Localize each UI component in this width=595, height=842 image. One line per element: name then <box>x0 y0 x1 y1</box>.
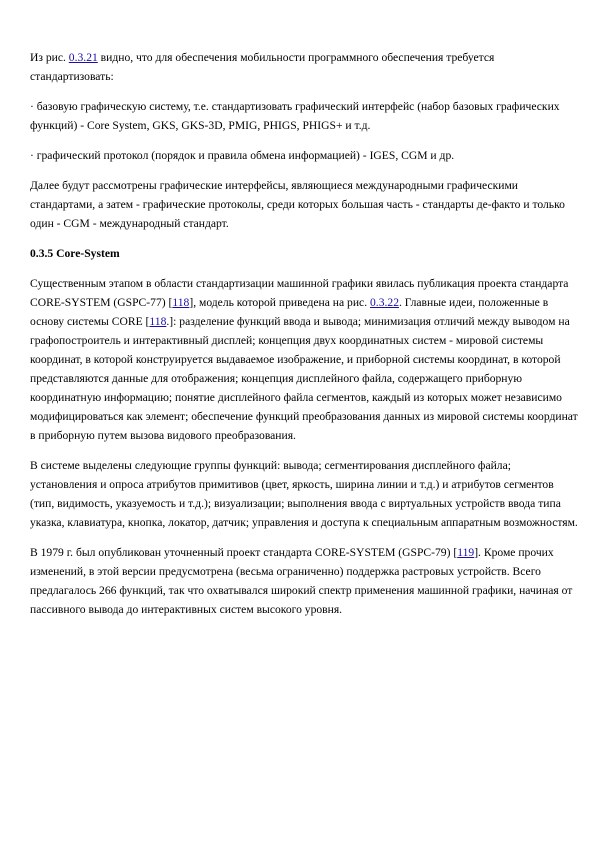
intro-text-end: видно, что для обеспечения мобильности программного обеспечения требуется стандартизовать: <box>30 51 495 83</box>
overview-paragraph: Далее будут рассмотрены графические интерфейсы, являющиеся международными графическими стандартами, а затем - графические протоколы, среди которых большая часть - стандарты де-факто и только один - CGM - международный стандарт. <box>30 179 565 230</box>
gspc79-text-2: ]. Кроме прочих изменений, в этой версии предусмотрена (весьма ограниченно) поддержка растровых устройств. Всего предлагалось 266 функций, так что охватывался широкий спектр применения машинной графики, начиная от пассивного вывода до интерактивных систем высокого уровня. <box>30 546 573 616</box>
gspc79-text-1: В 1979 г. был опубликован уточненный проект стандарта CORE-SYSTEM (GSPC-79) [ <box>30 546 458 559</box>
reference-link-118[interactable]: 118 <box>172 296 190 309</box>
bullet-item-graphics-system: · базовую графическую систему, т.е. стандартизовать графический интерфейс (набор базовых графических функций) - Core System, GKS, GKS-3D, PMIG, PHIGS, PHIGS+ и т.д. <box>30 100 560 132</box>
bullet-item-graphics-protocol: · графический протокол (порядок и правила обмена информацией) - IGES, CGM и др. <box>30 149 455 162</box>
core-system-paragraph <box>30 274 578 445</box>
reference-link-119[interactable]: 119 <box>457 546 475 559</box>
core-text-2: ], модель которой приведена на рис. <box>189 296 370 309</box>
figure-link-0-3-21[interactable]: 0.3.21 <box>68 51 98 64</box>
function-groups-paragraph: В системе выделены следующие группы функций: вывода; сегментирования дисплейного файла; установления и опроса атрибутов примитивов (цвет, яркость, ширина линии и т.д.) и атрибутов сегментов (тип, видимость, указуемость и т.д.); визуализации; выполнения ввода с виртуальных устройств ввода типа указка, клавиатура, кнопка, локатор, датчик; управления и доступа к специальным аппаратным возможностям. <box>30 459 578 529</box>
document-page <box>30 48 578 630</box>
core-text-3: . Главные идеи, положенные в основу системы CORE [ <box>30 296 549 328</box>
gspc79-paragraph <box>30 543 578 619</box>
core-text-1: Существенным этапом в области стандартизации машинной графики явилась публикация проекта стандарта CORE-SYSTEM (GSPC-77) [ <box>30 277 569 309</box>
intro-text-start: Из рис. <box>30 51 69 64</box>
section-heading: 0.3.5 Core-System <box>30 247 120 260</box>
intro-paragraph <box>30 48 578 86</box>
core-text-4: .]: разделение функций ввода и вывода; минимизация отличий между выводом на графопостроитель и интерактивный дисплей; концепция двух координатных систем - мировой системы координат, в которой конструируется выдаваемое изображение, и приборной системы координат, в которой представляются данные для отображения; концепция дисплейного файла, содержащего приборную координатную информацию; понятие дисплейного файла сегментов, каждый из которых может независимо модифицироваться как элемент; обеспечение функций преобразования данных из мировой системы координат в приборную путем вызова видового преобразования. <box>30 315 578 442</box>
reference-link-118-second[interactable]: 118 <box>149 315 167 328</box>
figure-link-0-3-22[interactable]: 0.3.22 <box>370 296 399 309</box>
